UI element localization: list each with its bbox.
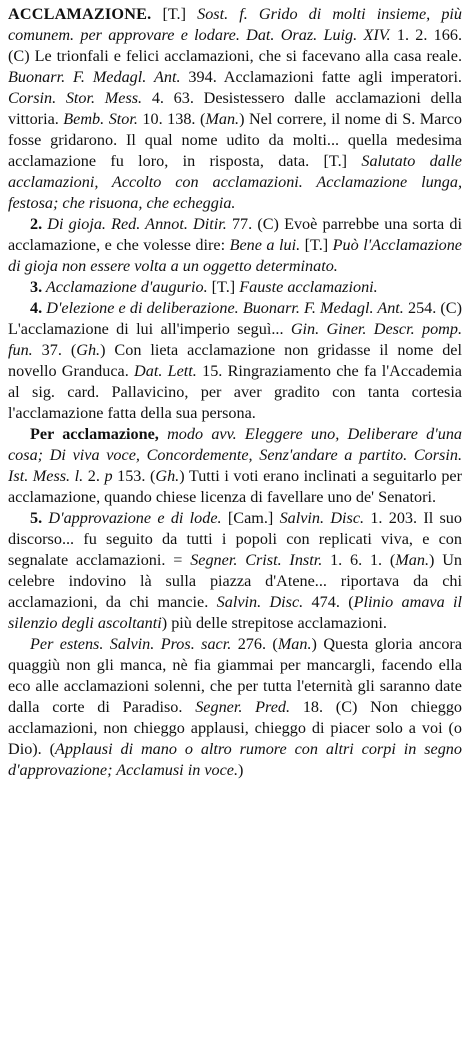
entry-sense-paragraph <box>8 298 462 424</box>
entry-senses <box>8 214 462 781</box>
entry-text-segment: 10. 138. ( <box>137 110 206 128</box>
entry-text-segment: ) Nel correre, il nome di S. Marco fosse gridarono. Il qual nome udito da molti... quella medesima acclamazione fu loro, in risposta, data. [T.] <box>8 110 463 170</box>
entry-text-segment: Può l'Acclamazione di gioja non essere volta a un oggetto determinato. <box>8 236 462 275</box>
entry-text-segment: Man. <box>205 110 240 128</box>
entry-text-segment: ) Tutti i voti erano inclinati a seguitarlo per acclamazione, quando chiese licenza di favellare uno de' Senatori. <box>8 467 462 506</box>
part-of-speech: Sost. f. <box>197 5 248 23</box>
entry-text-segment: Per acclamazione, <box>30 425 159 443</box>
headword: ACCLAMAZIONE. <box>8 5 152 23</box>
entry-text-segment: Di gioja. Red. Annot. Ditir. <box>42 215 227 233</box>
entry-text-segment: 4. <box>30 299 43 317</box>
entry-text-segment: Gin. Giner. Descr. pomp. fun. <box>8 320 462 359</box>
entry-text-segment: Man. <box>395 551 430 569</box>
entry-text-segment: Dat. Lett. <box>134 362 197 380</box>
entry-text-segment: 153. ( <box>112 467 156 485</box>
entry-text-segment: 5. <box>30 509 43 527</box>
entry-text-segment: 254. (C) L'acclamazione di lui all'imperio seguì... <box>8 299 462 338</box>
entry-text-segment: modo avv. Eleggere uno, Deliberare d'una cosa; Di viva voce, Concordemente, Senz'andare a partito. Corsin. Ist. Mess. l. <box>8 425 463 485</box>
entry-text-segment: Acclamazione d'augurio. <box>42 278 208 296</box>
entry-text-segment: 37. ( <box>32 341 77 359</box>
entry-text-segment: Bemb. Stor. <box>63 110 138 128</box>
entry-text-segment: 2. <box>83 467 105 485</box>
entry-first-body <box>8 5 462 212</box>
entry-text-segment: ) Con lieta acclamazione non gridasse il nome del novello Granduca. <box>8 341 462 380</box>
entry-text-segment: 77. (C) Evoè parrebbe una sorta di acclamazione, e che volesse dire: <box>8 215 462 254</box>
entry-text-segment: D'elezione e di deliberazione. Buonarr. F. Medagl. Ant. <box>42 299 404 317</box>
entry-sense-paragraph <box>8 634 462 781</box>
entry-text-segment: 474. ( <box>303 593 354 611</box>
entry-tag: [T.] <box>162 5 186 23</box>
entry-sense-paragraph <box>8 424 462 508</box>
entry-text-segment: Buonarr. F. Medagl. Ant. <box>8 68 181 86</box>
entry-text-segment: 18. (C) Non chieggo acclamazioni, non chieggo applausi, chieggo di piacer solo a voi (o Dio). ( <box>8 698 463 758</box>
entry-text-segment: ) più delle strepitose acclamazioni. <box>161 614 387 632</box>
entry-first-paragraph <box>8 4 462 214</box>
entry-text-segment: 1. 203. Il suo discorso... fu seguito da tutti i popoli con replicati viva, e con segnalate acclamazioni. = <box>8 509 462 569</box>
entry-text-segment: ) <box>238 761 244 779</box>
entry-text-segment: 4. 63. Desistessero dalle acclamazioni della vittoria. <box>8 89 462 128</box>
entry-text-segment: Salutato dalle acclamazioni, Accolto con acclamazioni. Acclamazione lunga, festosa; che risuona, che echeggia. <box>8 152 462 212</box>
entry-text-segment: Plinio amava il silenzio degli ascoltanti <box>8 593 463 632</box>
entry-text-segment: Salvin. Disc. <box>279 509 365 527</box>
entry-sense-paragraph <box>8 277 462 298</box>
entry-sense-paragraph <box>8 214 462 277</box>
entry-text-segment: Segner. Crist. Instr. <box>190 551 323 569</box>
entry-text-segment: Man. <box>277 635 312 653</box>
entry-text-segment: 15. Ringraziamento che fa l'Accademia al sig. card. Pallavicino, per aver gradito con tanta cortesia l'acclamazione fatta della sua persona. <box>8 362 462 422</box>
entry-text-segment: 2. <box>30 215 43 233</box>
entry-text-segment: Segner. Pred. <box>195 698 291 716</box>
entry-sense-paragraph <box>8 508 462 634</box>
entry-text-segment: 1. 2. 166. (C) Le trionfali e felici acclamazioni, che si facevano alla casa reale. <box>8 26 463 65</box>
entry-text-segment: Gh. <box>155 467 180 485</box>
entry-text-segment: 276. ( <box>231 635 278 653</box>
entry-text-segment: Salvin. Disc. <box>216 593 304 611</box>
entry-text-segment: [T.] <box>207 278 240 296</box>
entry-text-segment: [T.] <box>300 236 333 254</box>
entry-text-segment: Gh. <box>76 341 101 359</box>
entry-text-segment: 3. <box>30 278 43 296</box>
entry-text-segment: D'approvazione e di lode. <box>42 509 222 527</box>
entry-text-segment: Per estens. Salvin. Pros. sacr. <box>30 635 232 653</box>
entry-text-segment: Corsin. Stor. Mess. <box>8 89 143 107</box>
entry-text-segment: Fauste acclamazioni. <box>239 278 378 296</box>
entry-text-segment: Grido di molti insieme, più comunem. per approvare e lodare. Dat. Oraz. Luig. XIV. <box>8 5 463 44</box>
entry-text-segment: [Cam.] <box>221 509 280 527</box>
entry-text-segment: p <box>104 467 113 485</box>
entry-text-segment: Applausi di mano o altro rumore con altri corpi in segno d'approvazione; Acclamusi in voce. <box>8 740 462 779</box>
entry-text-segment: 394. Acclamazioni fatte agli imperatori. <box>180 68 462 86</box>
entry-text-segment: 1. 6. 1. ( <box>322 551 396 569</box>
entry-text-segment: ) Questa gloria ancora quaggiù non gli manca, nè fia giammai per mancargli, facendo ella eco alle acclamazioni solenni, che per tutta l'eternità gli saranno date dalla corte di Paradiso. <box>8 635 463 716</box>
entry-text-segment: Bene a lui. <box>229 236 301 254</box>
entry-text-segment: ) Un celebre indovino là sulla piazza d'Atene... riportava da chi acclamazioni, da chi mancie. <box>8 551 462 611</box>
